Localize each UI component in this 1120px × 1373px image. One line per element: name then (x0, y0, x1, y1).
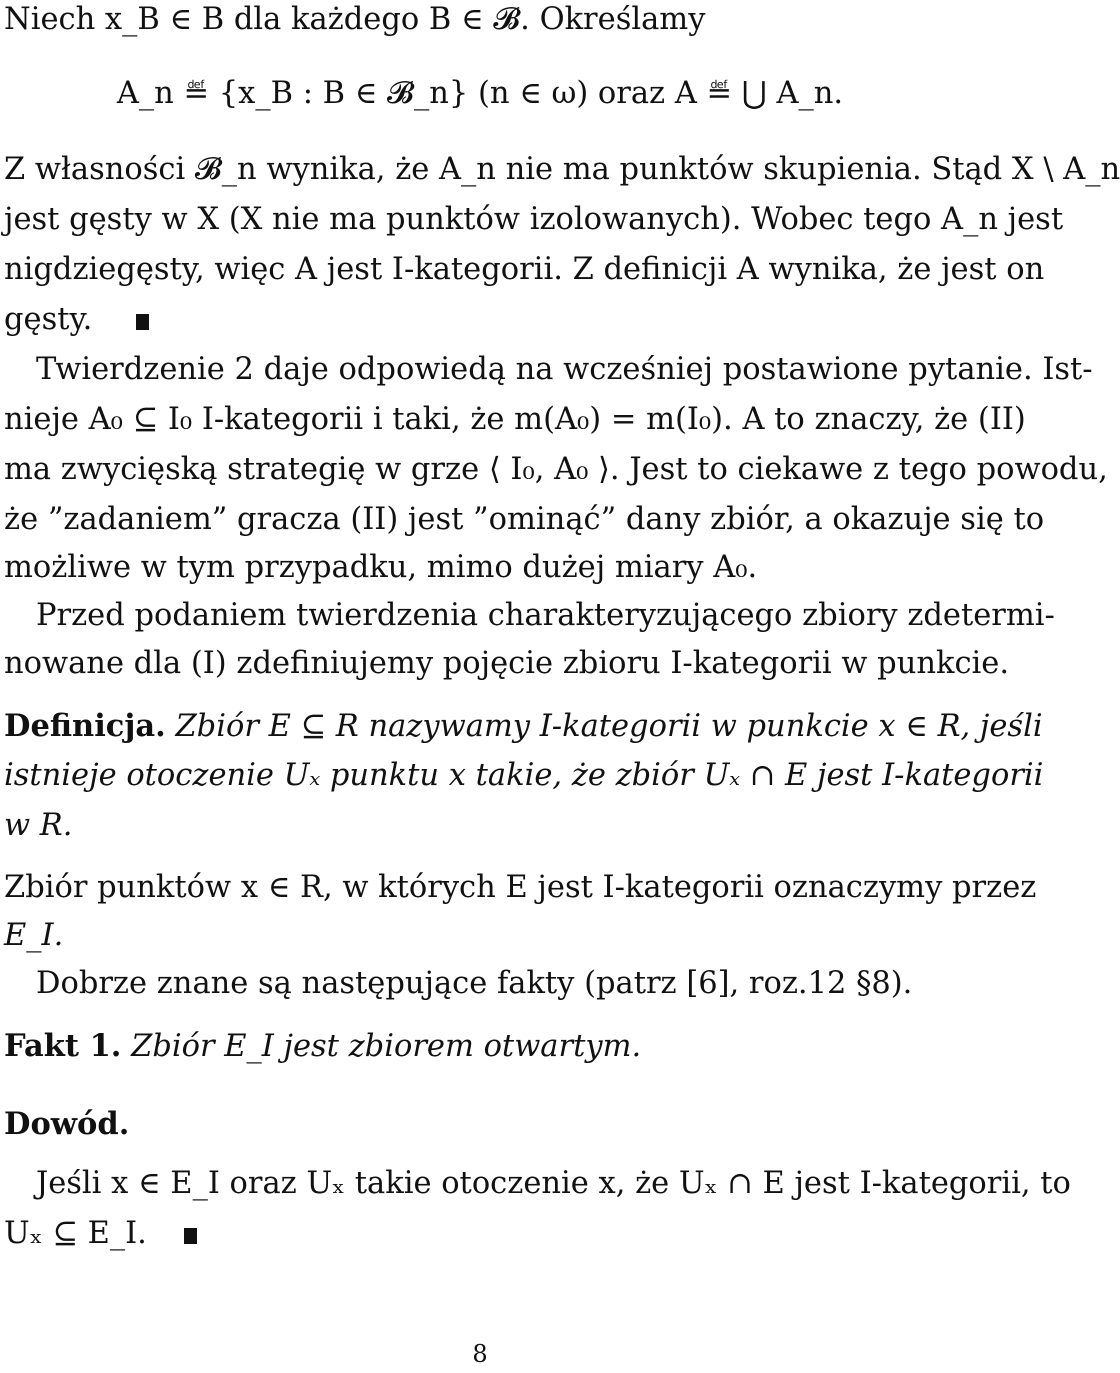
text-line-8: nieje A₀ ⊆ I₀ I-kategorii i taki, że m(A₀) = m(I₀). A to znaczy, że (II) (4, 402, 1026, 437)
text-line-7: Twierdzenie 2 daje odpowiedą na wcześniej postawione pytanie. Ist- (36, 352, 1093, 387)
display-formula: A_n ≝ {x_B : B ∈ 𝓑_n} (n ∈ ω) oraz A ≝ ⋃ A_n. (116, 76, 844, 111)
text-line-6: gęsty. (4, 302, 93, 337)
definition-label: Definicja. (4, 708, 166, 744)
proof-line-2: Uₓ ⊆ E_I. (4, 1216, 147, 1251)
text-line-after-def-3: Dobrze znane są następujące fakty (patrz [6], roz.12 §8). (36, 966, 913, 1001)
proof-line-1: Jeśli x ∈ E_I oraz Uₓ takie otoczenie x, że Uₓ ∩ E jest I-kategorii, to (36, 1166, 1071, 1201)
text-line-3: Z własności 𝓑_n wynika, że A_n nie ma punktów skupienia. Stąd X \ A_n (4, 152, 1120, 187)
text-line-4: jest gęsty w X (X nie ma punktów izolowanych). Wobec tego A_n jest (4, 202, 1064, 237)
text-line-13: nowane dla (I) zdefiniujemy pojęcie zbioru I-kategorii w punkcie. (4, 646, 1010, 681)
text-line-5: nigdziegęsty, więc A jest I-kategorii. Z definicji A wynika, że jest on (4, 252, 1045, 287)
text-line-10: że ”zadaniem” gracza (II) jest ”ominąć” dany zbiór, a okazuje się to (4, 502, 1045, 537)
fact-text: Zbiór E_I jest zbiorem otwartym. (131, 1029, 642, 1064)
text-line-after-def-1: Zbiór punktów x ∈ R, w których E jest I-kategorii oznaczymy przez (4, 870, 1037, 905)
fact-line (4, 1026, 954, 1067)
definition-text-3: w R. (4, 808, 73, 843)
qed-square-icon (136, 314, 149, 330)
text-line-9: ma zwycięską strategię w grze ⟨ I₀, A₀ ⟩. Jest to ciekawe z tego powodu, (4, 452, 1108, 487)
text-line-12: Przed podaniem twierdzenia charakteryzującego zbiory zdetermi- (36, 598, 1055, 633)
text-line-after-def-2: E_I. (4, 918, 64, 953)
fact-label: Fakt 1. (4, 1028, 122, 1064)
text-line-1: Niech x_B ∈ B dla każdego B ∈ 𝓑. Określamy (4, 2, 706, 37)
qed-square-icon (184, 1228, 197, 1244)
text-line-11: możliwe w tym przypadku, mimo dużej miary A₀. (4, 550, 758, 585)
page-number: 8 (472, 1340, 488, 1368)
definition-text-1: Zbiór E ⊆ R nazywamy I-kategorii w punkcie x ∈ R, jeśli (175, 709, 1043, 744)
definition-first-line (4, 706, 1043, 747)
definition-text-2: istnieje otoczenie Uₓ punktu x takie, że zbiór Uₓ ∩ E jest I-kategorii (4, 758, 1044, 793)
proof-label: Dowód. (4, 1106, 130, 1142)
